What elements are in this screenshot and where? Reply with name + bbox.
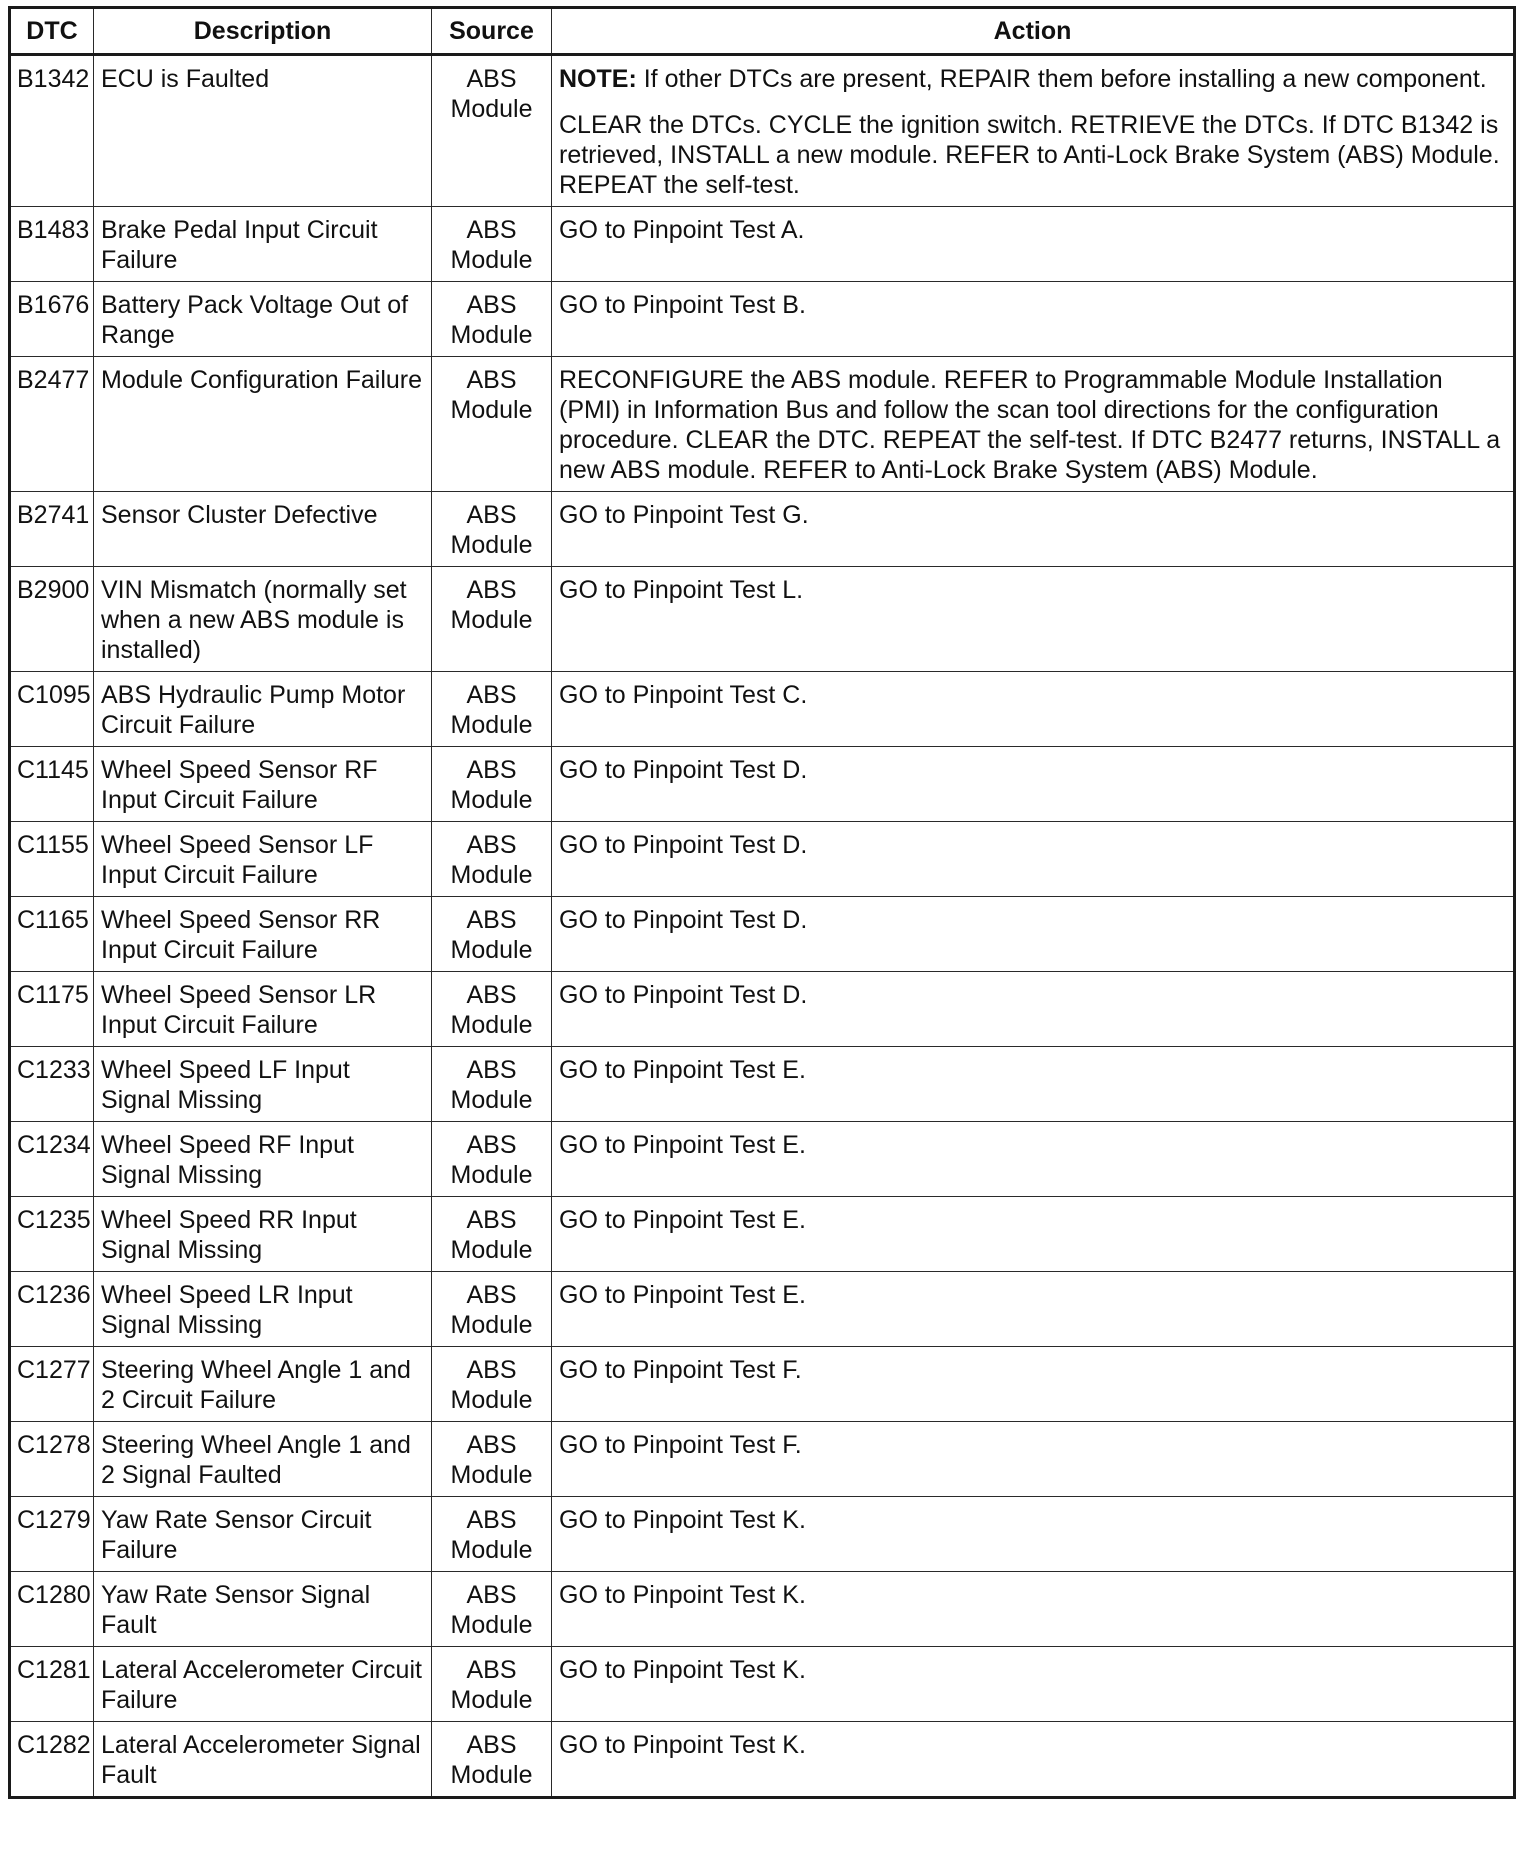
dtc-action: GO to Pinpoint Test D.	[552, 822, 1515, 897]
dtc-action: GO to Pinpoint Test E.	[552, 1197, 1515, 1272]
dtc-source: ABS Module	[432, 822, 552, 897]
table-row	[10, 492, 1515, 567]
dtc-source: ABS Module	[432, 1647, 552, 1722]
table-row	[10, 1347, 1515, 1422]
dtc-description: Wheel Speed Sensor RR Input Circuit Failure	[94, 897, 432, 972]
header-dtc: DTC	[10, 8, 94, 55]
dtc-code: C1155	[10, 822, 94, 897]
dtc-description: Wheel Speed Sensor LR Input Circuit Failure	[94, 972, 432, 1047]
dtc-action: GO to Pinpoint Test K.	[552, 1647, 1515, 1722]
dtc-action: GO to Pinpoint Test G.	[552, 492, 1515, 567]
table-row	[10, 1572, 1515, 1647]
dtc-action: GO to Pinpoint Test L.	[552, 567, 1515, 672]
dtc-source: ABS Module	[432, 1572, 552, 1647]
dtc-source: ABS Module	[432, 672, 552, 747]
dtc-description: Wheel Speed LF Input Signal Missing	[94, 1047, 432, 1122]
dtc-code: C1282	[10, 1722, 94, 1798]
dtc-source: ABS Module	[432, 567, 552, 672]
dtc-source: ABS Module	[432, 1047, 552, 1122]
dtc-code: C1236	[10, 1272, 94, 1347]
table-row	[10, 357, 1515, 492]
dtc-description: VIN Mismatch (normally set when a new ABS module is installed)	[94, 567, 432, 672]
table-row	[10, 567, 1515, 672]
dtc-description: Lateral Accelerometer Signal Fault	[94, 1722, 432, 1798]
dtc-action: GO to Pinpoint Test F.	[552, 1422, 1515, 1497]
table-row	[10, 1272, 1515, 1347]
dtc-table-sheet	[8, 6, 1513, 1799]
dtc-action: GO to Pinpoint Test K.	[552, 1722, 1515, 1798]
dtc-description: Steering Wheel Angle 1 and 2 Circuit Failure	[94, 1347, 432, 1422]
dtc-code: B2741	[10, 492, 94, 567]
dtc-description: Wheel Speed LR Input Signal Missing	[94, 1272, 432, 1347]
dtc-description: Wheel Speed Sensor LF Input Circuit Failure	[94, 822, 432, 897]
header-row	[10, 8, 1515, 55]
dtc-source: ABS Module	[432, 492, 552, 567]
note-paragraph	[559, 64, 1506, 94]
dtc-action: GO to Pinpoint Test E.	[552, 1122, 1515, 1197]
dtc-code: C1280	[10, 1572, 94, 1647]
dtc-source: ABS Module	[432, 1497, 552, 1572]
dtc-description: Sensor Cluster Defective	[94, 492, 432, 567]
dtc-code: C1233	[10, 1047, 94, 1122]
dtc-code: C1278	[10, 1422, 94, 1497]
dtc-source: ABS Module	[432, 747, 552, 822]
note-label: NOTE:	[559, 65, 637, 93]
dtc-code: C1277	[10, 1347, 94, 1422]
table-row	[10, 1497, 1515, 1572]
dtc-description: Brake Pedal Input Circuit Failure	[94, 207, 432, 282]
dtc-code: C1279	[10, 1497, 94, 1572]
dtc-description: Battery Pack Voltage Out of Range	[94, 282, 432, 357]
table-row	[10, 1122, 1515, 1197]
table-row	[10, 672, 1515, 747]
dtc-description: ECU is Faulted	[94, 55, 432, 207]
dtc-code: C1235	[10, 1197, 94, 1272]
dtc-source: ABS Module	[432, 55, 552, 207]
table-row	[10, 1722, 1515, 1798]
dtc-action	[552, 55, 1515, 207]
dtc-action: GO to Pinpoint Test E.	[552, 1047, 1515, 1122]
dtc-code: C1281	[10, 1647, 94, 1722]
table-row	[10, 282, 1515, 357]
dtc-action: GO to Pinpoint Test C.	[552, 672, 1515, 747]
action-text: CLEAR the DTCs. CYCLE the ignition switch. RETRIEVE the DTCs. If DTC B1342 is retrieved, INSTALL a new module. REFER to Anti-Lock Brake System (ABS) Module. REPEAT the self-test.	[559, 111, 1500, 199]
dtc-action: GO to Pinpoint Test D.	[552, 897, 1515, 972]
table-row	[10, 897, 1515, 972]
dtc-description: Lateral Accelerometer Circuit Failure	[94, 1647, 432, 1722]
dtc-source: ABS Module	[432, 897, 552, 972]
dtc-action: GO to Pinpoint Test D.	[552, 972, 1515, 1047]
table-row	[10, 1422, 1515, 1497]
table-row	[10, 1047, 1515, 1122]
header-source: Source	[432, 8, 552, 55]
table-row	[10, 55, 1515, 207]
dtc-description: ABS Hydraulic Pump Motor Circuit Failure	[94, 672, 432, 747]
dtc-action: GO to Pinpoint Test K.	[552, 1572, 1515, 1647]
dtc-source: ABS Module	[432, 282, 552, 357]
dtc-code: B1676	[10, 282, 94, 357]
dtc-code: B1342	[10, 55, 94, 207]
dtc-action: RECONFIGURE the ABS module. REFER to Programmable Module Installation (PMI) in Information Bus and follow the scan tool directions for the configuration procedure. CLEAR the DTC. REPEAT the self-test. If DTC B2477 returns, INSTALL a new ABS module. REFER to Anti-Lock Brake System (ABS) Module.	[552, 357, 1515, 492]
dtc-description: Yaw Rate Sensor Circuit Failure	[94, 1497, 432, 1572]
dtc-description: Yaw Rate Sensor Signal Fault	[94, 1572, 432, 1647]
dtc-code: B2900	[10, 567, 94, 672]
dtc-description: Module Configuration Failure	[94, 357, 432, 492]
dtc-description: Wheel Speed RR Input Signal Missing	[94, 1197, 432, 1272]
dtc-source: ABS Module	[432, 1422, 552, 1497]
note-text: If other DTCs are present, REPAIR them before installing a new component.	[636, 65, 1487, 93]
dtc-source: ABS Module	[432, 1722, 552, 1798]
dtc-description: Steering Wheel Angle 1 and 2 Signal Faulted	[94, 1422, 432, 1497]
dtc-source: ABS Module	[432, 357, 552, 492]
dtc-action: GO to Pinpoint Test E.	[552, 1272, 1515, 1347]
dtc-description: Wheel Speed Sensor RF Input Circuit Failure	[94, 747, 432, 822]
table-row	[10, 207, 1515, 282]
dtc-code: C1175	[10, 972, 94, 1047]
dtc-action: GO to Pinpoint Test F.	[552, 1347, 1515, 1422]
dtc-code: C1234	[10, 1122, 94, 1197]
dtc-table	[8, 6, 1516, 1799]
dtc-source: ABS Module	[432, 1197, 552, 1272]
dtc-source: ABS Module	[432, 972, 552, 1047]
dtc-code: C1165	[10, 897, 94, 972]
table-row	[10, 972, 1515, 1047]
dtc-source: ABS Module	[432, 207, 552, 282]
dtc-action: GO to Pinpoint Test A.	[552, 207, 1515, 282]
dtc-action: GO to Pinpoint Test B.	[552, 282, 1515, 357]
header-action: Action	[552, 8, 1515, 55]
table-row	[10, 747, 1515, 822]
dtc-source: ABS Module	[432, 1347, 552, 1422]
dtc-source: ABS Module	[432, 1272, 552, 1347]
dtc-action: GO to Pinpoint Test D.	[552, 747, 1515, 822]
dtc-code: B2477	[10, 357, 94, 492]
table-row	[10, 822, 1515, 897]
dtc-description: Wheel Speed RF Input Signal Missing	[94, 1122, 432, 1197]
dtc-code: C1145	[10, 747, 94, 822]
dtc-code: C1095	[10, 672, 94, 747]
dtc-source: ABS Module	[432, 1122, 552, 1197]
header-description: Description	[94, 8, 432, 55]
table-row	[10, 1197, 1515, 1272]
table-row	[10, 1647, 1515, 1722]
dtc-action: GO to Pinpoint Test K.	[552, 1497, 1515, 1572]
dtc-code: B1483	[10, 207, 94, 282]
